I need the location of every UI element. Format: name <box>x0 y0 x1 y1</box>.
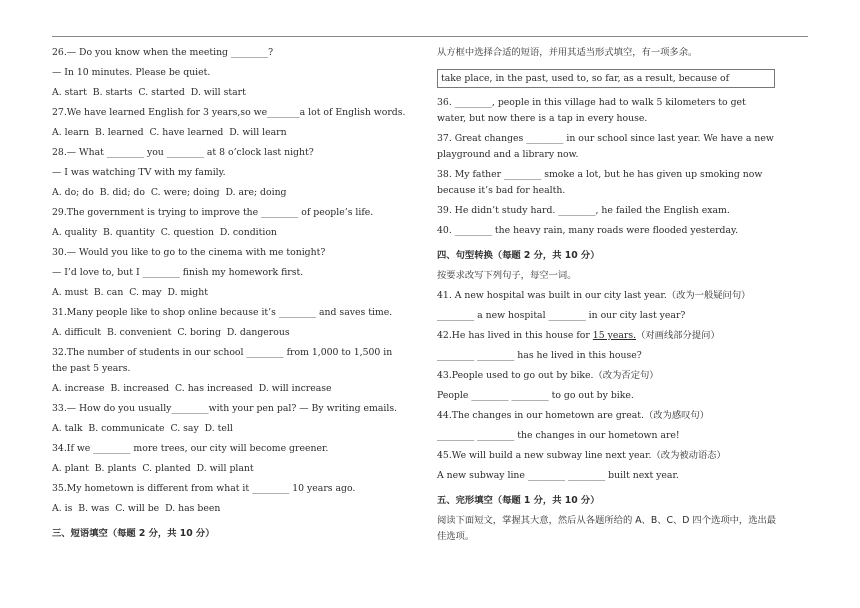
q30-options: A. must B. can C. may D. might <box>52 287 208 298</box>
phrase-box: take place, in the past, used to, so far, as a result, because of <box>437 69 775 88</box>
q42 <box>437 329 812 342</box>
section5-instructions-line2: 佳选项。 <box>437 531 475 542</box>
q37-line2: playground and a library now. <box>437 149 579 160</box>
q32-stem-line2: the past 5 years. <box>52 363 131 374</box>
q38-line2: because it’s bad for health. <box>437 185 566 196</box>
q45: 45.We will build a new subway line next year.（改为被动语态） <box>437 450 726 461</box>
section5-heading: 五、完形填空（每题 1 分，共 10 分） <box>437 495 600 506</box>
q31-stem: 31.Many people like to shop online because it’s ________ and saves time. <box>52 307 393 318</box>
q41-answer: ________ a new hospital ________ in our city last year? <box>437 310 686 321</box>
q37-line1: 37. Great changes ________ in our school since last year. We have a new <box>437 133 774 144</box>
q27-stem: 27.We have learned English for 3 years,so we_______a lot of English words. <box>52 107 406 118</box>
q32-stem-line1: 32.The number of students in our school ________ from 1,000 to 1,500 in <box>52 347 393 358</box>
q44-answer: ________ ________ the changes in our hometown are! <box>437 430 680 441</box>
q34-stem: 34.If we ________ more trees, our city will become greener. <box>52 443 329 454</box>
q26-options: A. start B. starts C. started D. will start <box>52 87 246 98</box>
q28-stem: 28.— What ________ you ________ at 8 o’clock last night? <box>52 147 314 158</box>
section3-instructions: 从方框中选择合适的短语，并用其适当形式填空，有一项多余。 <box>437 47 698 58</box>
right-column <box>437 46 812 543</box>
q36-line1: 36. ________, people in this village had to walk 5 kilometers to get <box>437 97 746 108</box>
q41: 41. A new hospital was built in our city last year.（改为一般疑问句） <box>437 290 751 301</box>
q28-options: A. do; do B. did; do C. were; doing D. are; doing <box>52 187 287 198</box>
q30-stem: 30.— Would you like to go to the cinema with me tonight? <box>52 247 326 258</box>
top-rule <box>52 36 808 37</box>
q31-options: A. difficult B. convenient C. boring D. dangerous <box>52 327 290 338</box>
section4-instructions: 按要求改写下列句子，每空一词。 <box>437 270 577 281</box>
q27-options: A. learn B. learned C. have learned D. will learn <box>52 127 287 138</box>
q33-options: A. talk B. communicate C. say D. tell <box>52 423 233 434</box>
left-column <box>52 46 427 540</box>
q36-line2: water, but now there is a tap in every house. <box>437 113 648 124</box>
q28-reply: — I was watching TV with my family. <box>52 167 226 178</box>
q43-answer: People ________ ________ to go out by bike. <box>437 390 634 401</box>
q29-options: A. quality B. quantity C. question D. condition <box>52 227 277 238</box>
section3-heading: 三、短语填空（每题 2 分，共 10 分） <box>52 528 215 539</box>
q33-stem: 33.— How do you usually________with your pen pal? — By writing emails. <box>52 403 398 414</box>
q35-options: A. is B. was C. will be D. has been <box>52 503 221 514</box>
section5-instructions-line1: 阅读下面短文，掌握其大意，然后从各题所给的 A、B、C、D 四个选项中，选出最 <box>437 515 777 526</box>
section4-heading: 四、句型转换（每题 2 分，共 10 分） <box>437 250 600 261</box>
q42-underlined: 15 years. <box>592 330 637 341</box>
q43: 43.People used to go out by bike.（改为否定句） <box>437 370 659 381</box>
q45-answer: A new subway line ________ ________ built next year. <box>437 470 679 481</box>
q42-post: （对画线部分提问） <box>636 330 720 341</box>
q38-line1: 38. My father ________ smoke a lot, but he has given up smoking now <box>437 169 763 180</box>
q26-reply: — In 10 minutes. Please be quiet. <box>52 67 211 78</box>
q40: 40. ________ the heavy rain, many roads were flooded yesterday. <box>437 225 739 236</box>
q34-options: A. plant B. plants C. planted D. will plant <box>52 463 254 474</box>
q42-pre: 42.He has lived in this house for <box>437 330 593 341</box>
q32-options: A. increase B. increased C. has increased D. will increase <box>52 383 332 394</box>
q35-stem: 35.My hometown is different from what it ________ 10 years ago. <box>52 483 356 494</box>
q29-stem: 29.The government is trying to improve the ________ of people’s life. <box>52 207 374 218</box>
q26-stem: 26.— Do you know when the meeting ________? <box>52 47 274 58</box>
q30-reply: — I’d love to, but I ________ finish my homework first. <box>52 267 304 278</box>
q44: 44.The changes in our hometown are great.（改为感叹句） <box>437 410 710 421</box>
q39: 39. He didn’t study hard. ________, he failed the English exam. <box>437 205 730 216</box>
q42-answer: ________ ________ has he lived in this house? <box>437 350 642 361</box>
